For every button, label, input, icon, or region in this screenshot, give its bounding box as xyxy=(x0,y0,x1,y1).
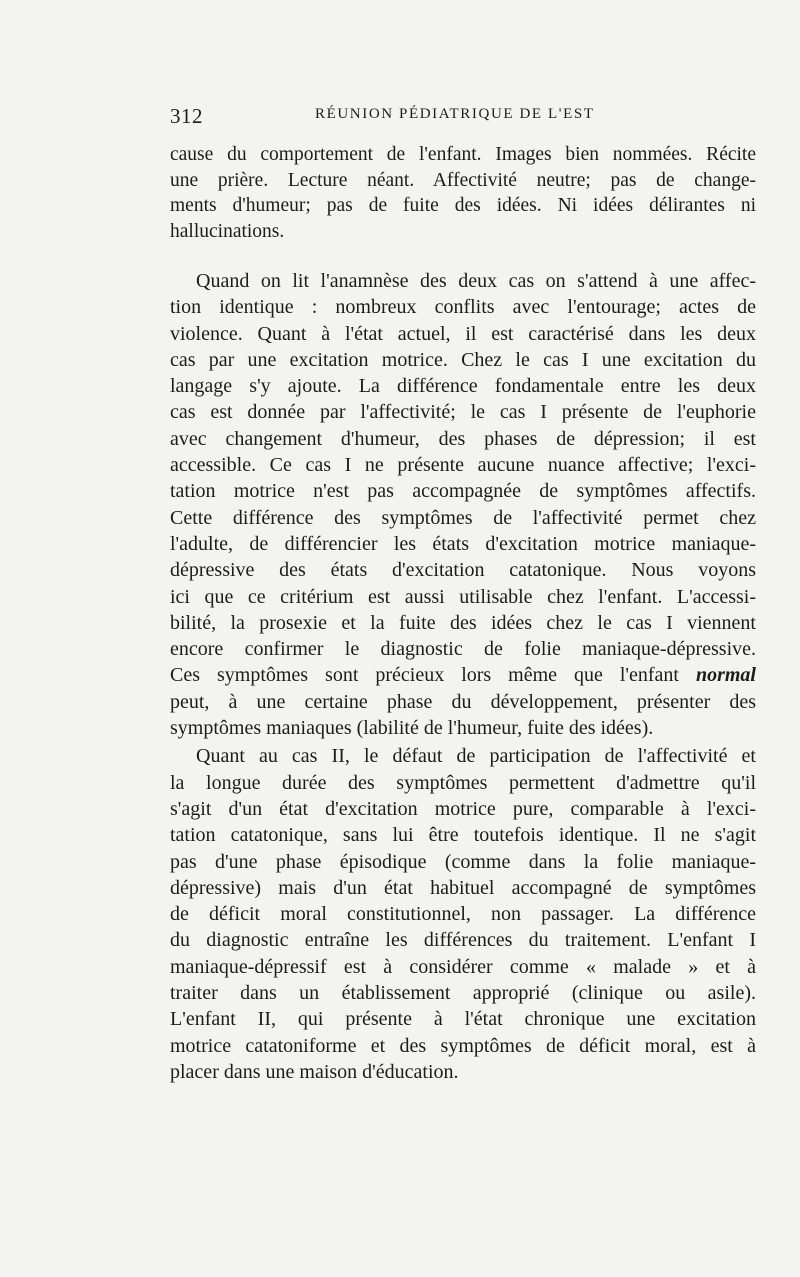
text-line: ici que ce critérium est aussi utilisable chez l'enfant. L'accessi- xyxy=(170,585,756,608)
body-text xyxy=(170,142,756,1085)
text-line: l'adulte, de différencier les états d'excitation motrice maniaque- xyxy=(170,532,756,555)
text-line: peut, à une certaine phase du développement, présenter des xyxy=(170,690,756,713)
text-line: bilité, la prosexie et la fuite des idées chez le cas I viennent xyxy=(170,611,756,634)
paragraph-case-description xyxy=(170,142,756,244)
italic-word: normal xyxy=(695,664,756,687)
text-line: tation motrice n'est pas accompagnée de symptômes affectifs. xyxy=(170,480,756,503)
text-line: Quant au cas II, le défaut de participation de l'affectivité et xyxy=(196,745,756,768)
text-line: Cette différence des symptômes de l'affectivité permet chez xyxy=(170,506,756,529)
text-line: s'agit d'un état d'excitation motrice pure, comparable à l'exci- xyxy=(170,797,756,820)
text-fragment: Ces symptômes sont précieux lors même que l'enfant xyxy=(170,664,679,687)
text-line: Quand on lit l'anamnèse des deux cas on s'attend à une affec- xyxy=(196,270,756,292)
text-line: de déficit moral constitutionnel, non passager. La différence xyxy=(170,903,756,926)
running-title: RÉUNION PÉDIATRIQUE DE L'EST xyxy=(315,106,595,122)
text-line: tation catatonique, sans lui être toutefois identique. Il ne s'agit xyxy=(170,824,756,847)
paragraph-anamnesis xyxy=(170,268,756,741)
text-line: L'enfant II, qui présente à l'état chronique une excitation xyxy=(170,1008,756,1031)
text-line: motrice catatoniforme et des symptômes de déficit moral, est à xyxy=(170,1034,756,1057)
text-line: cause du comportement de l'enfant. Images bien nommées. Récite xyxy=(170,144,756,165)
text-line: dépressive des états d'excitation catatonique. Nous voyons xyxy=(170,559,756,582)
text-line: du diagnostic entraîne les différences du traitement. L'enfant I xyxy=(170,929,756,952)
text-line: avec changement d'humeur, des phases de dépression; il est xyxy=(170,427,756,450)
text-line: une prière. Lecture néant. Affectivité neutre; pas de change- xyxy=(170,169,756,191)
text-line: langage s'y ajoute. La différence fondamentale entre les deux xyxy=(170,375,756,398)
text-line: maniaque-dépressif est à considérer comme « malade » et à xyxy=(170,955,756,978)
text-line: symptômes maniaques (labilité de l'humeur, fuite des idées). xyxy=(170,717,654,740)
text-line: placer dans une maison d'éducation. xyxy=(170,1060,459,1083)
paragraph-case-two xyxy=(170,743,756,1085)
text-line: hallucinations. xyxy=(170,220,285,242)
text-line: violence. Quant à l'état actuel, il est caractérisé dans les deux xyxy=(170,322,756,345)
text-line-with-italic xyxy=(170,662,756,688)
text-line: cas par une excitation motrice. Chez le cas I une excitation du xyxy=(170,348,756,371)
text-line: dépressive) mais d'un état habituel accompagné de symptômes xyxy=(170,876,756,899)
text-line: accessible. Ce cas I ne présente aucune nuance affective; l'exci- xyxy=(170,454,756,477)
text-line: ments d'humeur; pas de fuite des idées. Ni idées délirantes ni xyxy=(170,195,756,216)
text-line: encore confirmer le diagnostic de folie maniaque-dépressive. xyxy=(170,638,756,661)
text-line: traiter dans un établissement approprié (clinique ou asile). xyxy=(170,982,756,1005)
text-line: tion identique : nombreux conflits avec l'entourage; actes de xyxy=(170,296,756,319)
text-line: la longue durée des symptômes permettent d'admettre qu'il xyxy=(170,771,756,794)
text-line: cas est donnée par l'affectivité; le cas I présente de l'euphorie xyxy=(170,401,756,424)
text-line: pas d'une phase épisodique (comme dans la folie maniaque- xyxy=(170,850,756,873)
running-head xyxy=(170,100,756,130)
page-number: 312 xyxy=(170,104,203,128)
